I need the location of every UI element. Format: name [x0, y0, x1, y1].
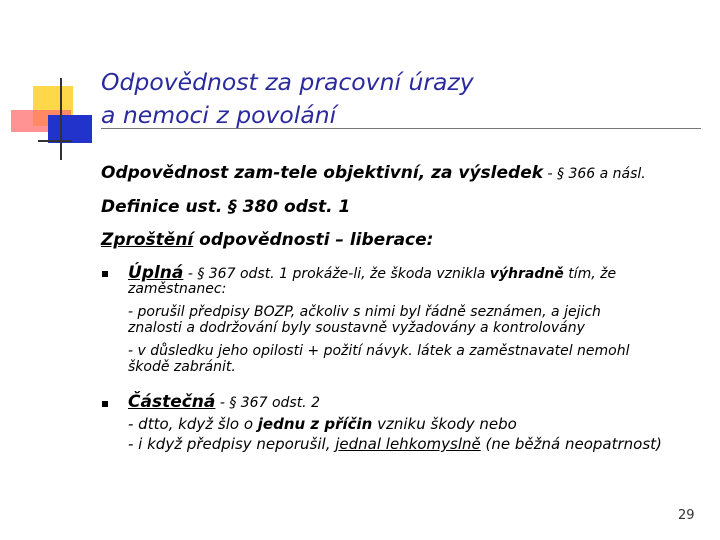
item-partial-name: Částečná [128, 392, 216, 412]
item-partial-line-1-pre: - dtto, když šlo o [128, 415, 258, 433]
item-full-line-4: - v důsledku jeho opilosti + požití návyk. látek a zaměstnavatel nemohl [128, 343, 630, 359]
item-partial-line-1 [128, 416, 517, 432]
exemption-underlined: Zproštění [101, 230, 194, 250]
item-full-ref-end: tím, že [563, 266, 617, 282]
exemption-rest: odpovědnosti – liberace: [193, 230, 434, 250]
liability-text: Odpovědnost zam-tele objektivní, za výsledek [101, 163, 544, 183]
item-full-line-1: zaměstnanec: [128, 281, 227, 297]
decor-vertical-line [60, 78, 62, 160]
item-full-line-2: - porušil předpisy BOZP, ačkoliv s nimi byl řádně seznámen, a jejich [128, 304, 601, 320]
item-full-line-5: škodě zabránit. [128, 359, 236, 375]
item-full-name: Úplná [128, 263, 184, 283]
bullet-icon [102, 271, 108, 277]
liability-line [101, 163, 646, 183]
decor-blue-square [48, 115, 92, 143]
item-full-emph: výhradně [489, 266, 564, 282]
item-partial-line-2-pre: - i když předpisy neporušil, [128, 435, 336, 453]
exemption-heading [101, 230, 433, 250]
item-partial-line-2-post: (ne běžná neopatrnost) [480, 435, 662, 453]
item-partial-line-2-underlined: jednal lehkomyslně [335, 435, 481, 453]
page-number: 29 [678, 508, 695, 523]
bullet-icon [102, 401, 108, 407]
item-partial-line-2 [128, 436, 662, 452]
title-line-2: a nemoci z povolání [101, 101, 337, 129]
liability-reference: - § 366 a násl. [543, 166, 646, 182]
title-line-1: Odpovědnost za pracovní úrazy [101, 68, 474, 96]
item-partial-heading [128, 392, 320, 412]
item-partial-line-1-bold: jednu z příčin [257, 415, 373, 433]
slide-title [101, 66, 474, 132]
item-full-line-3: znalosti a dodržování byly soustavně vyžadovány a kontrolovány [128, 320, 585, 336]
decor-horizontal-line [38, 140, 72, 142]
item-partial-line-1-post: vzniku škody nebo [372, 415, 517, 433]
item-partial-ref: - § 367 odst. 2 [215, 395, 320, 411]
item-full-heading [128, 263, 616, 283]
item-full-ref: - § 367 odst. 1 prokáže-li, že škoda vznikla [183, 266, 490, 282]
definition-line: Definice ust. § 380 odst. 1 [101, 197, 351, 217]
